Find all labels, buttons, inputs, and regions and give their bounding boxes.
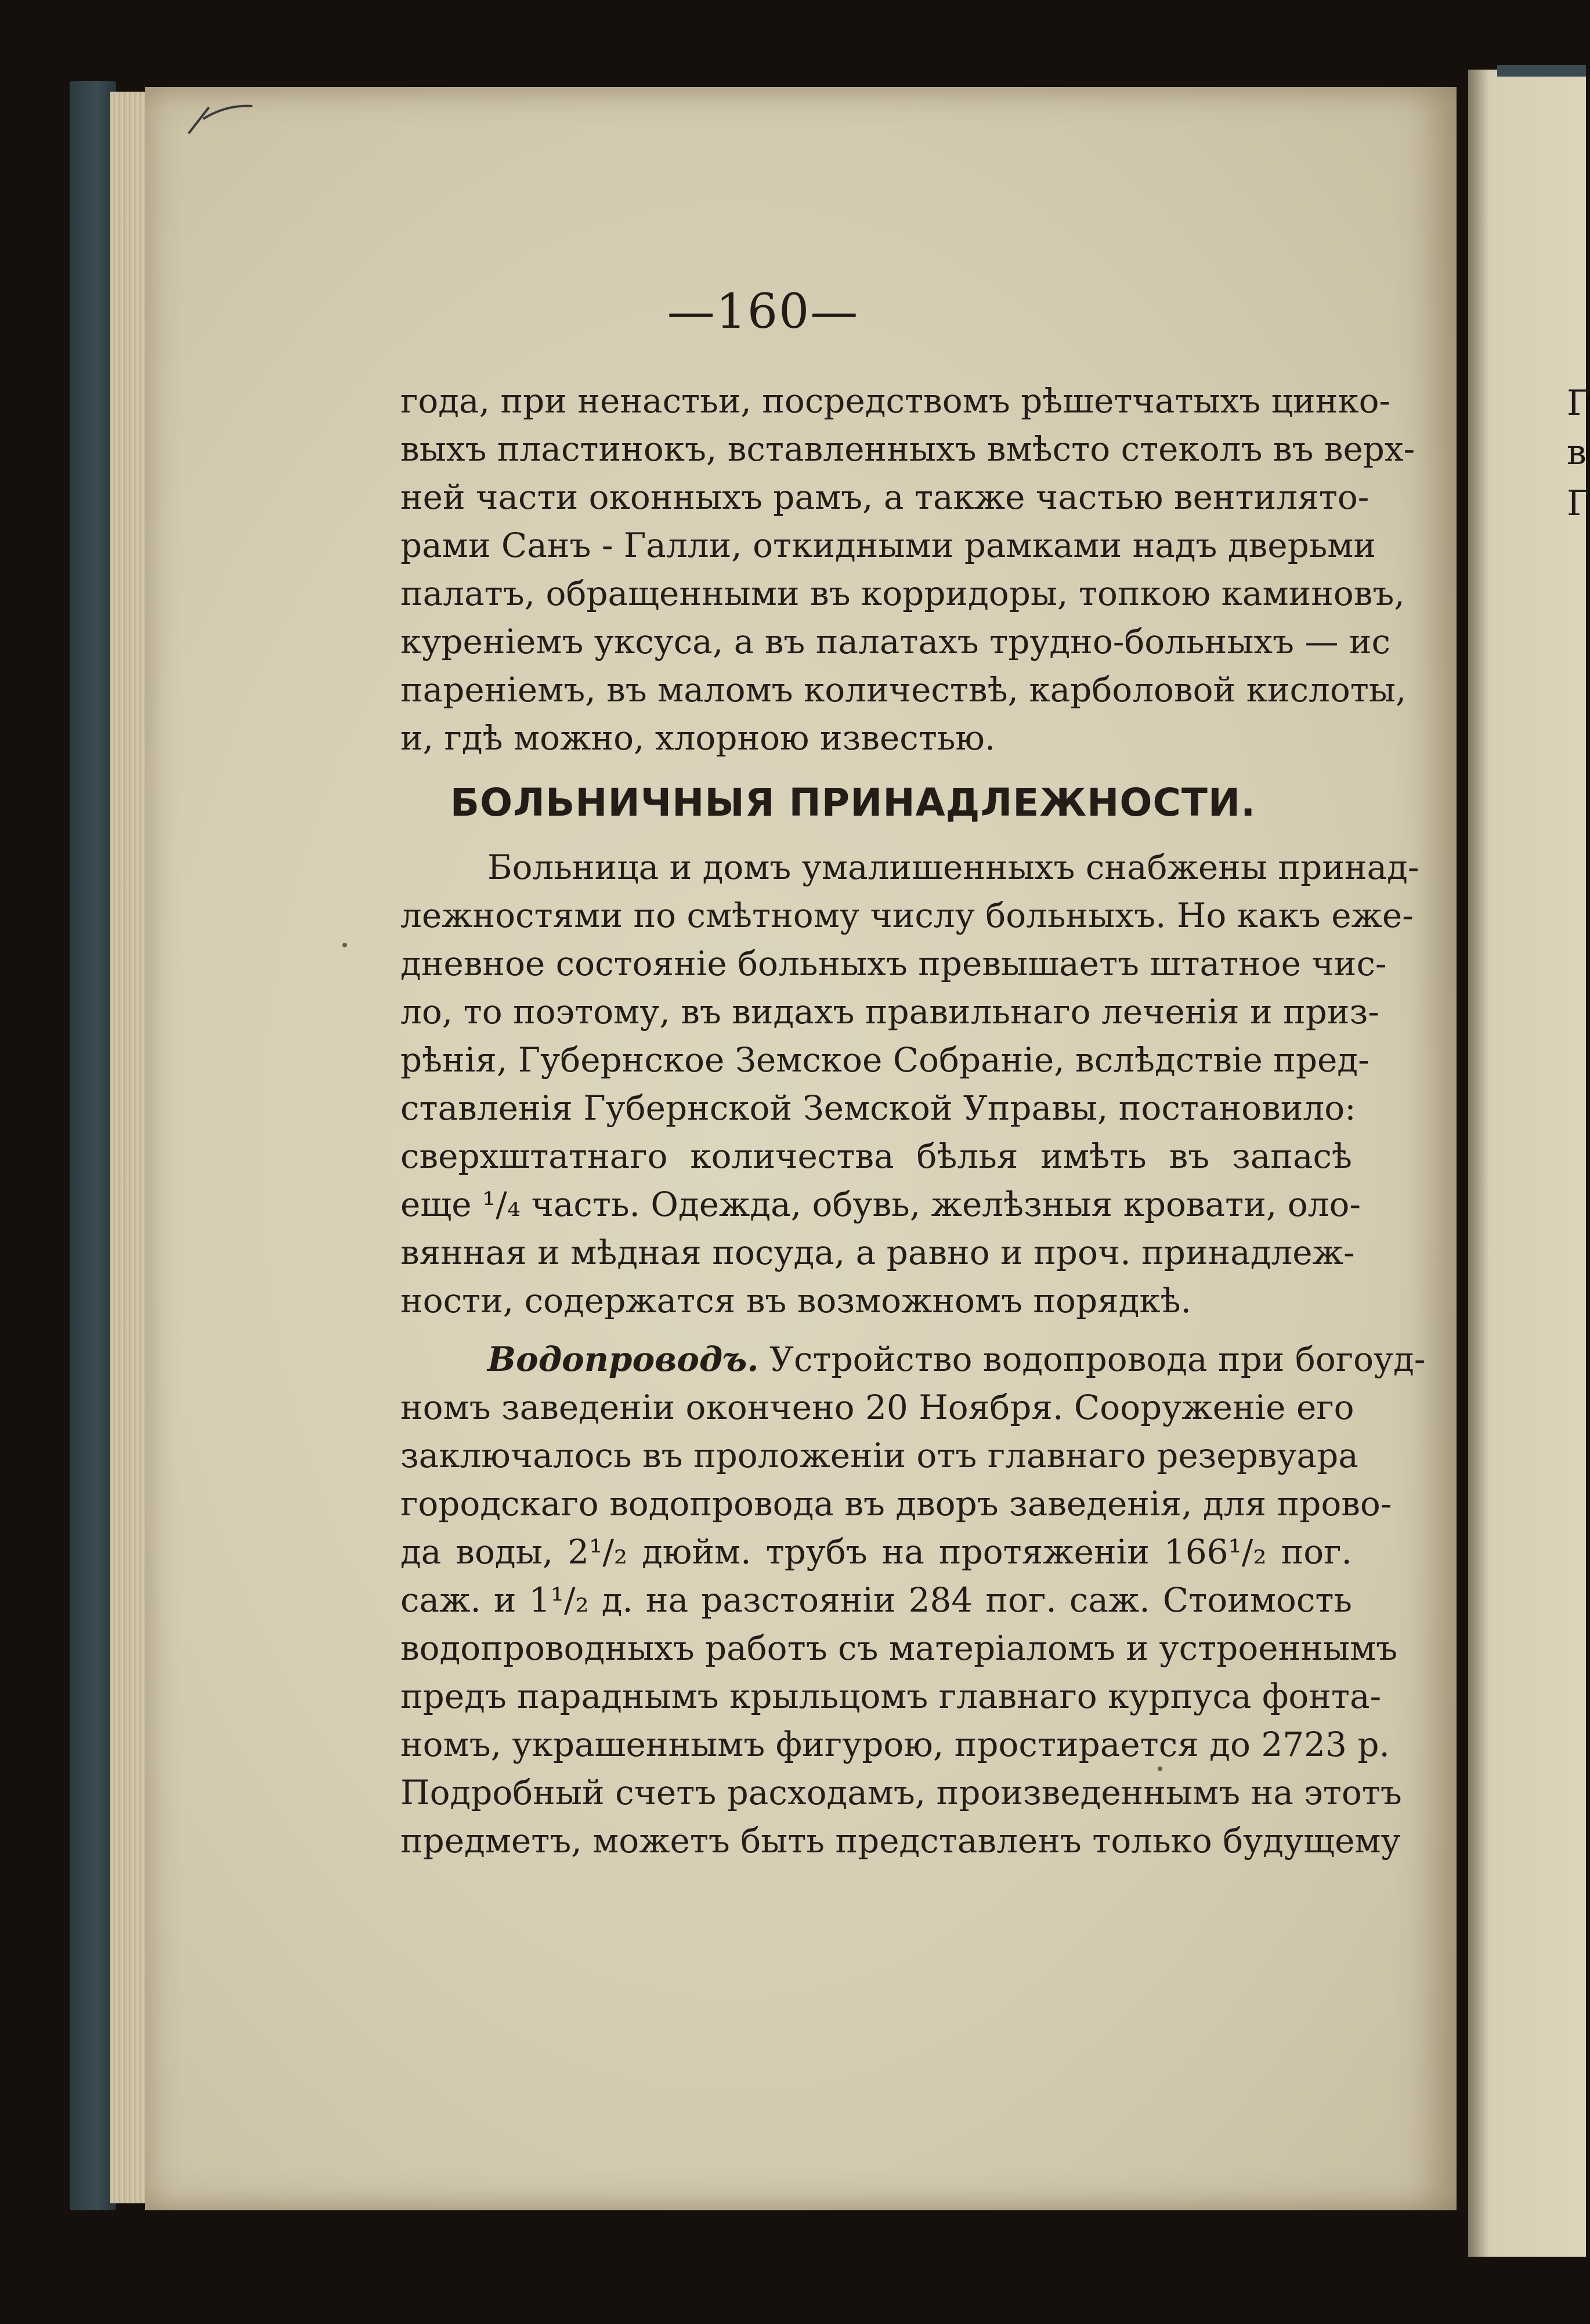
- text-line: рами Санъ - Галли, откидными рамками надъ дверьми: [400, 526, 1376, 565]
- text-line: выхъ пластинокъ, вставленныхъ вмѣсто стеколъ въ верх-: [400, 429, 1415, 469]
- paragraph-ventilation: [400, 377, 1415, 762]
- text-line: предметъ, можетъ быть представленъ только будущему: [400, 1821, 1401, 1860]
- text-line: куреніемъ уксуса, а въ палатахъ трудно-больныхъ — ис: [400, 622, 1391, 661]
- paragraph-water-supply: [400, 1335, 1426, 1865]
- paper-speck: [1158, 1766, 1162, 1771]
- facing-page-letter: в: [1567, 432, 1587, 473]
- text-line: палатъ, обращенными въ корридоры, топкою каминовъ,: [400, 574, 1405, 613]
- text-line: водопроводныхъ работъ съ матеріаломъ и устроеннымъ: [400, 1628, 1398, 1668]
- paragraph-supplies: [400, 844, 1419, 1325]
- pencil-mark: [186, 102, 255, 136]
- text-line: года, при ненастьи, посредствомъ рѣшетчатыхъ цинко-: [400, 381, 1391, 421]
- paper-speck: [342, 943, 347, 947]
- facing-page-letter: Г: [1567, 383, 1590, 423]
- facing-page-letter: Г: [1567, 483, 1590, 524]
- text-line: Больница и домъ умалишенныхъ снабжены принад-: [487, 848, 1419, 887]
- text-line: вянная и мѣдная посуда, а равно и проч. принадлеж-: [400, 1233, 1355, 1272]
- text-line: городскаго водопровода въ дворъ заведенія, для прово-: [400, 1484, 1392, 1523]
- book-cover-left: [70, 81, 116, 2210]
- text-line: да воды, 2¹/₂ дюйм. трубъ на протяженіи 166¹/₂ пог.: [400, 1532, 1352, 1572]
- text-line: еще ¹/₄ часть. Одежда, обувь, желѣзныя кровати, оло-: [400, 1185, 1361, 1224]
- text-line: дневное состояніе больныхъ превышаетъ штатное чис-: [400, 944, 1387, 983]
- text-line: номъ, украшеннымъ фигурою, простирается до 2723 р.: [400, 1725, 1390, 1764]
- text-line: ности, содержатся въ возможномъ порядкѣ.: [400, 1281, 1192, 1320]
- book-cover-right: [1497, 65, 1586, 77]
- text-span: Устройство водопровода при богоуд-: [758, 1340, 1426, 1379]
- text-line: пареніемъ, въ маломъ количествѣ, карболовой кислоты,: [400, 670, 1407, 709]
- text-line: лежностями по смѣтному числу больныхъ. Но какъ еже-: [400, 896, 1414, 935]
- text-line: Подробный счетъ расходамъ, произведеннымъ на этотъ: [400, 1773, 1402, 1812]
- text-line: [400, 1335, 1426, 1384]
- text-line: заключалось въ проложеніи отъ главнаго резервуара: [400, 1436, 1358, 1475]
- text-line: ставленія Губернской Земской Управы, постановило:: [400, 1088, 1356, 1128]
- text-line: саж. и 1¹/₂ д. на разстояніи 284 пог. саж. Стоимость: [400, 1580, 1352, 1620]
- text-line: ней части оконныхъ рамъ, а также частью вентилято-: [400, 477, 1369, 517]
- text-line: рѣнія, Губернское Земское Собраніе, вслѣдствіе пред-: [400, 1040, 1369, 1080]
- page-text: [400, 377, 1426, 1865]
- paragraph-lead-term: Водопроводъ.: [487, 1340, 759, 1379]
- text-line: и, гдѣ можно, хлорною известью.: [400, 718, 996, 758]
- page-number: —160—: [667, 284, 859, 339]
- text-line: ло, то поэтому, въ видахъ правильнаго леченія и приз-: [400, 992, 1379, 1031]
- text-line: предъ параднымъ крыльцомъ главнаго курпуса фонта-: [400, 1677, 1382, 1716]
- section-heading: БОЛЬНИЧНЫЯ ПРИНАДЛЕЖНОСТИ.: [450, 780, 1256, 825]
- text-line: сверхштатнаго количества бѣлья имѣть въ запасѣ: [400, 1136, 1352, 1176]
- text-line: номъ заведеніи окончено 20 Ноября. Сооруженіе его: [400, 1388, 1354, 1427]
